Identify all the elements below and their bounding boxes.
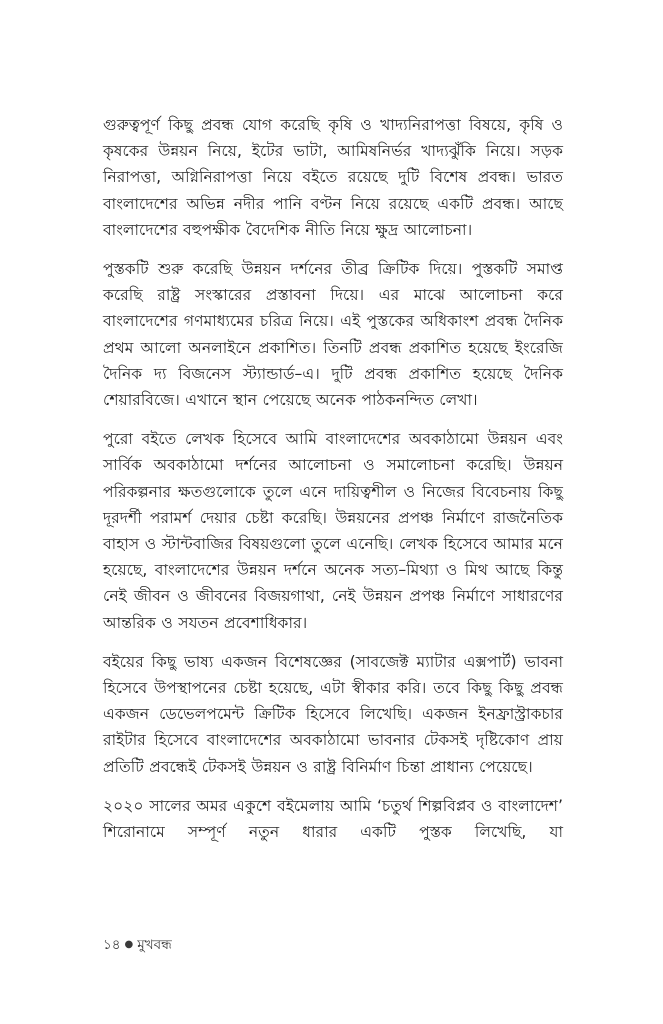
paragraph: পুস্তকটি শুরু করেছি উন্নয়ন দর্শনের তীব্র ক্রিটিক দিয়ে। পুস্তকটি সমাপ্ত করেছি রাষ্ট্র সংস্কারের প্রস্তাবনা দিয়ে। এর মাঝে আলোচনা করে বাংলাদেশের গণমাধ্যমের চরিত্র নিয়ে। এই পুস্তকের অধিকাংশ প্রবন্ধ দৈনিক প্রথম আলো অনলাইনে প্রকাশিত। তিনটি প্রবন্ধ প্রকাশিত হয়েছে ইংরেজি দৈনিক দ্য বিজনেস স্ট্যান্ডার্ড–এ। দুটি প্রবন্ধ প্রকাশিত হয়েছে দৈনিক শেয়ারবিজে। এখানে স্থান পেয়েছে অনেক পাঠকনন্দিত লেখা।: [103, 260, 563, 410]
footer-section-label: মুখবন্ধ: [137, 937, 172, 953]
paragraph: পুরো বইতে লেখক হিসেবে আমি বাংলাদেশের অবকাঠামো উন্নয়ন এবং সার্বিক অবকাঠামো দর্শনের আলোচনা ও সমালোচনা করেছি। উন্নয়ন পরিকল্পনার ক্ষতগুলোকে তুলে এনে দায়িত্বশীল ও নিজের বিবেচনায় কিছু দূরদর্শী পরামর্শ দেয়ার চেষ্টা করেছি। উন্নয়নের প্রপঞ্চ নির্মাণে রাজনৈতিক বাহাস ও স্টান্টবাজির বিষয়গুলো তুলে এনেছি। লেখক হিসেবে আমার মনে হয়েছে, বাংলাদেশের উন্নয়ন দর্শনে অনেক সত্য–মিথ্যা ও মিথ আছে কিন্তু নেই জীবন ও জীবনের বিজয়গাথা, নেই উন্নয়ন প্রপঞ্চ নির্মাণে সাধারণের আন্তরিক ও সযতন প্রবেশাধিকার।: [103, 430, 563, 632]
body-text-block: [103, 112, 563, 871]
page-footer: [103, 936, 172, 954]
paragraph: ২০২০ সালের অমর একুশে বইমেলায় আমি ‘চতুর্থ শিল্পবিপ্লব ও বাংলাদেশ’ শিরোনামে সম্পূর্ণ নতুন ধারার একটি পুস্তক লিখেছি, যা: [103, 796, 563, 842]
bullet-separator-icon: ●: [124, 939, 134, 950]
footer-page-number: ১৪: [103, 937, 121, 953]
paragraph: গুরুত্বপূর্ণ কিছু প্রবন্ধ যোগ করেছি কৃষি ও খাদ্যনিরাপত্তা বিষয়ে, কৃষি ও কৃষকের উন্নয়ন নিয়ে, ইটের ভাটা, আমিষনির্ভর খাদ্যঝুঁকি নিয়ে। সড়ক নিরাপত্তা, অগ্নিনিরাপত্তা নিয়ে বইতে রয়েছে দুটি বিশেষ প্রবন্ধ। ভারত বাংলাদেশের অভিন্ন নদীর পানি বণ্টন নিয়ে রয়েছে একটি প্রবন্ধ। আছে বাংলাদেশের বহুপক্ষীক বৈদেশিক নীতি নিয়ে ক্ষুদ্র আলোচনা।: [103, 116, 563, 239]
paragraph: বইয়ের কিছু ভাষ্য একজন বিশেষজ্ঞের (সাবজেক্ট ম্যাটার এক্সপার্ট) ভাবনা হিসেবে উপস্থাপনের চেষ্টা হয়েছে, এটা স্বীকার করি। তবে কিছু কিছু প্রবন্ধ একজন ডেভেলপমেন্ট ক্রিটিক হিসেবে লিখেছি। একজন ইনফ্রাস্ট্রাকচার রাইটার হিসেবে বাংলাদেশের অবকাঠামো ভাবনার টেকসই দৃষ্টিকোণ প্রায় প্রতিটি প্রবন্ধেই টেকসই উন্নয়ন ও রাষ্ট্র বিনির্মাণ চিন্তা প্রাধান্য পেয়েছে।: [103, 652, 563, 776]
